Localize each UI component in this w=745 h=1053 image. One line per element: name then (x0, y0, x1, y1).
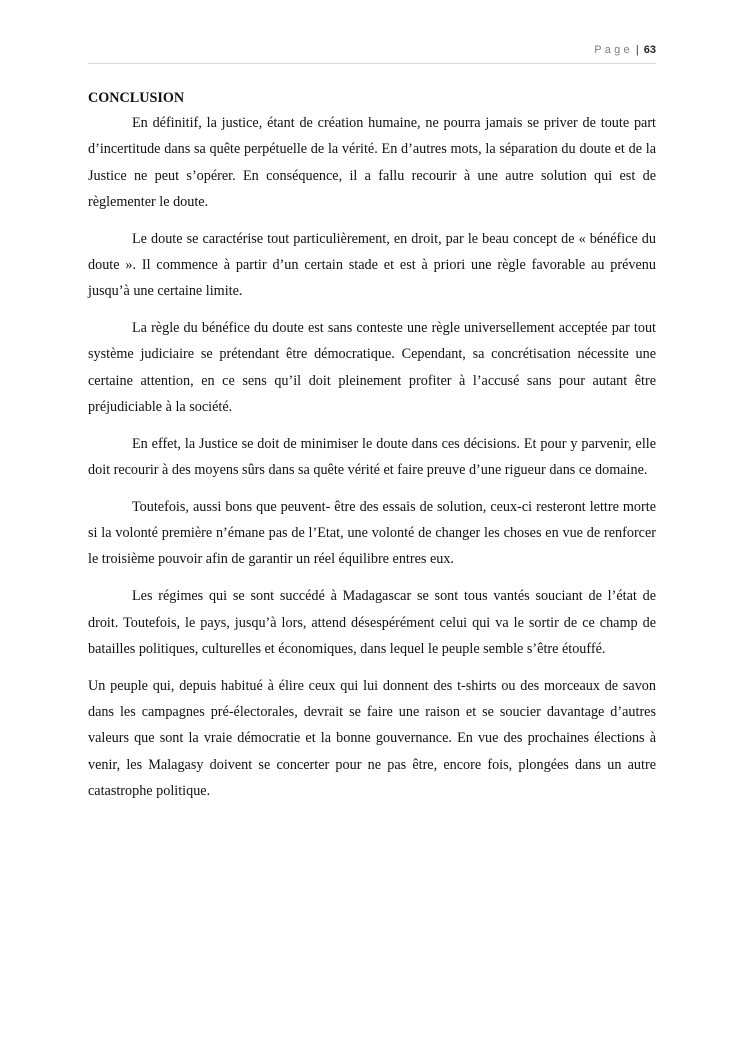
page-number: 63 (643, 44, 656, 56)
paragraph: Un peuple qui, depuis habitué à élire ceux qui lui donnent des t-shirts ou des morceaux de savon dans les campagnes pré-électorales, devrait se faire une raison et se soucier davantage d’autres valeurs que sont la vraie démocratie et la bonne gouvernance. En vue des prochaines élections à venir, les Malagasy doivent se concerter pour ne pas être, encore fois, plongées dans un autre catastrophe politique. (88, 677, 656, 799)
page-label: Page (594, 44, 633, 56)
header-divider (88, 63, 656, 64)
section-heading: CONCLUSION (88, 90, 185, 106)
paragraph: Le doute se caractérise tout particulièrement, en droit, par le beau concept de « bénéfice du doute ». Il commence à partir d’un certain stade et est à priori une règle favorable au prévenu jusqu’à une certaine limite. (88, 230, 656, 300)
paragraph: En effet, la Justice se doit de minimiser le doute dans ces décisions. Et pour y parvenir, elle doit recourir à des moyens sûrs dans sa quête vérité et faire preuve d’une rigueur dans ce domaine. (88, 435, 656, 479)
paragraph: Les régimes qui se sont succédé à Madagascar se sont tous vantés souciant de l’état de droit. Toutefois, le pays, jusqu’à lors, attend désespérément celui qui va le sortir de ce champ de batailles politiques, culturelles et économiques, dans lequel le peuple semble s’être étouffé. (88, 588, 656, 657)
paragraph: En définitif, la justice, étant de création humaine, ne pourra jamais se priver de toute part d’incertitude dans sa quête perpétuelle de la vérité. En d’autres mots, la séparation du doute et de la Justice ne peut s’opérer. En conséquence, il a fallu recourir à une autre solution qui est de règlementer le doute. (88, 115, 656, 210)
paragraph: La règle du bénéfice du doute est sans conteste une règle universellement acceptée par tout système judiciaire se prétendant être démocratique. Cependant, sa concrétisation nécessite une certaine attention, en ce sens qu’il doit pleinement profiter à l’accusé sans pour autant être préjudiciable à la société. (88, 320, 656, 415)
document-body (88, 89, 656, 815)
page-header (594, 44, 656, 56)
page-separator: | (635, 44, 639, 56)
paragraph: Toutefois, aussi bons que peuvent- être des essais de solution, ceux-ci resteront lettre morte si la volonté première n’émane pas de l’Etat, une volonté de changer les choses en vue de renforcer le troisième pouvoir afin de garantir un réel équilibre entres eux. (88, 498, 656, 568)
